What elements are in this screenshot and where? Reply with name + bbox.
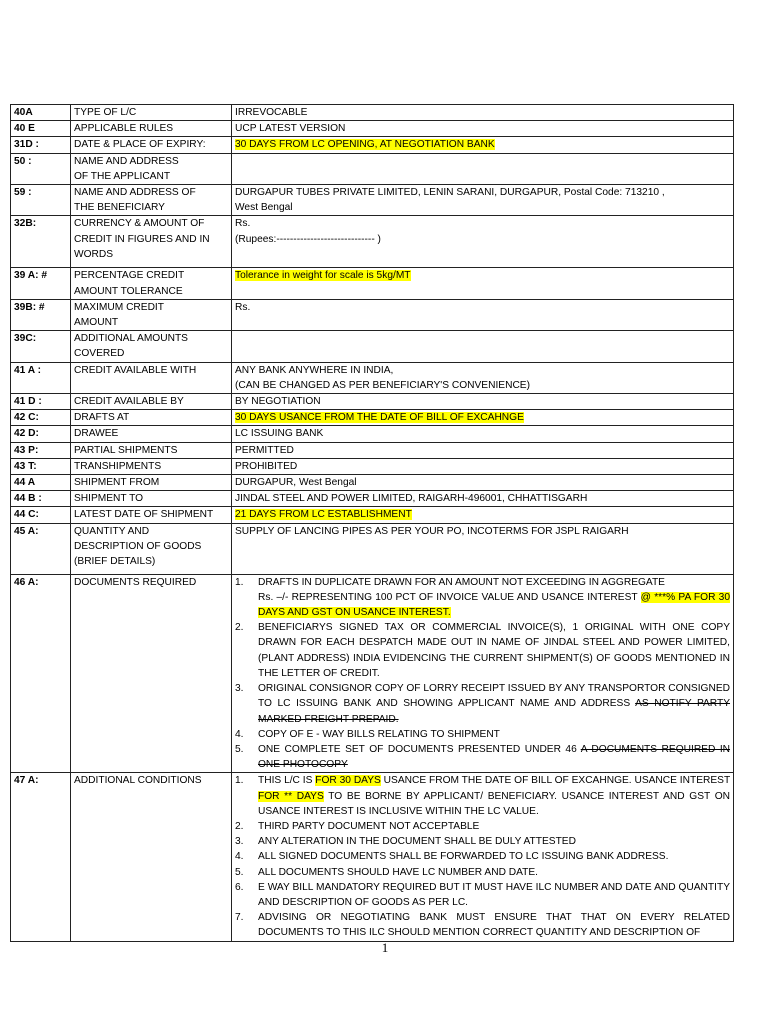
list-item	[235, 727, 730, 742]
field-label	[71, 507, 232, 523]
highlighted-text: @ ***% PA FOR 30 DAYS AND GST ON USANCE INTEREST.	[258, 591, 730, 619]
field-value-line: ANY BANK ANYWHERE IN INDIA,	[235, 364, 394, 376]
field-label-line: SHIPMENT TO	[74, 493, 144, 505]
item-number: 4.	[235, 851, 244, 863]
field-label: ADDITIONAL CONDITIONS	[71, 773, 232, 941]
field-label: DOCUMENTS REQUIRED	[71, 574, 232, 773]
field-code: 40 E	[11, 121, 71, 137]
field-label-line: COVERED	[74, 348, 125, 360]
field-value-line: IRREVOCABLE	[235, 107, 308, 118]
table-row	[11, 491, 734, 507]
field-code: 42 D:	[11, 426, 71, 442]
field-label-line: DRAFTS AT	[74, 412, 130, 424]
lc-terms-body	[11, 105, 734, 942]
field-label	[71, 185, 232, 216]
field-label	[71, 394, 232, 410]
field-label-line: AMOUNT	[74, 317, 119, 329]
additional-conditions-list	[235, 773, 730, 940]
field-value-line: Rs.	[235, 301, 251, 313]
item-text: TO BE BORNE BY APPLICANT/ BENEFICIARY. USANCE INTEREST AND GST ON USANCE INTEREST IS INCLUSIVE WITHIN THE LC VALUE.	[258, 790, 730, 817]
field-label-line: AMOUNT TOLERANCE	[74, 285, 183, 297]
table-row	[11, 216, 734, 268]
field-label	[71, 153, 232, 184]
item-text: USANCE FROM THE DATE OF BILL OF EXCAHNGE. USANCE INTEREST	[380, 775, 730, 787]
field-label-line: QUANTITY AND	[74, 525, 150, 537]
field-label-line: NAME AND ADDRESS	[74, 155, 179, 167]
item-number: 7.	[235, 912, 244, 924]
field-code: 50 :	[11, 153, 71, 184]
field-value	[232, 507, 734, 523]
field-label-line: DRAWEE	[74, 428, 119, 440]
field-code: 32B:	[11, 216, 71, 268]
list-item	[235, 865, 730, 880]
field-label	[71, 362, 232, 393]
field-value	[232, 216, 734, 268]
item-number: 3.	[235, 683, 244, 695]
field-label	[71, 410, 232, 426]
list-item	[235, 742, 730, 772]
field-label-line: TRANSHIPMENTS	[74, 460, 162, 472]
field-code: 39B: #	[11, 299, 71, 330]
field-label-line: TYPE OF L/C	[74, 107, 137, 118]
field-label	[71, 491, 232, 507]
list-item	[235, 910, 730, 940]
table-row	[11, 458, 734, 474]
highlighted-text: FOR 30 DAYS	[315, 775, 381, 787]
field-value-line: LC ISSUING BANK	[235, 428, 324, 440]
item-number: 2.	[235, 622, 244, 634]
list-item	[235, 620, 730, 681]
field-value	[232, 491, 734, 507]
item-text: THIS L/C IS	[258, 775, 316, 787]
list-item	[235, 819, 730, 834]
field-label	[71, 475, 232, 491]
field-value-line: 30 DAYS USANCE FROM THE DATE OF BILL OF EXCAHNGE	[235, 412, 524, 424]
field-value	[232, 299, 734, 330]
field-code: 47 A:	[11, 773, 71, 941]
field-value	[232, 105, 734, 121]
additional-conditions-list-cell	[232, 773, 734, 941]
documents-required-row	[11, 574, 734, 773]
table-row	[11, 137, 734, 153]
list-item	[235, 575, 730, 590]
table-row	[11, 268, 734, 299]
table-row	[11, 105, 734, 121]
field-label-line: CREDIT AVAILABLE WITH	[74, 364, 197, 376]
field-value	[232, 523, 734, 574]
item-number: 5.	[235, 866, 244, 878]
field-label-line: LATEST DATE OF SHIPMENT	[74, 509, 214, 521]
field-label	[71, 331, 232, 362]
table-row	[11, 475, 734, 491]
field-code: 39 A: #	[11, 268, 71, 299]
item-text: ORIGINAL CONSIGNOR COPY OF LORRY RECEIPT ISSUED BY ANY TRANSPORTOR CONSIGNED TO LC ISSUING BANK AND SHOWING APPLICANT NAME AND ADDRESS	[258, 683, 730, 710]
field-label	[71, 442, 232, 458]
item-text: DRAFTS IN DUPLICATE DRAWN FOR AN AMOUNT NOT EXCEEDING IN AGGREGATE	[258, 576, 665, 588]
list-item	[235, 834, 730, 849]
list-item	[235, 773, 730, 819]
field-label-line: DATE & PLACE OF EXPIRY:	[74, 139, 206, 151]
list-item	[235, 590, 730, 620]
table-row	[11, 299, 734, 330]
field-label	[71, 121, 232, 137]
field-code: 46 A:	[11, 574, 71, 773]
field-value-line: (Rupees:----------------------------- )	[235, 233, 381, 245]
field-code: 40A	[11, 105, 71, 121]
item-number: 1.	[235, 775, 244, 787]
item-text: BENEFICIARYS SIGNED TAX OR COMMERCIAL INVOICE(S), 1 ORIGINAL WITH ONE COPY DRAWN FOR EACH DESPATCH MADE OUT IN NAME OF JINDAL STEEL AND POWER LIMITED, (PLANT ADDRESS) INDIA EVIDENCING THE CURRENT SHIPMENT(S) OF GOODS MENTIONED IN THE LETTER OF CREDIT.	[258, 622, 730, 679]
field-label-line: WORDS	[74, 248, 114, 260]
field-label	[71, 523, 232, 574]
field-label-line: CURRENCY & AMOUNT OF	[74, 218, 205, 230]
field-label	[71, 458, 232, 474]
field-label-line: NAME AND ADDRESS OF	[74, 187, 196, 199]
field-code: 44 A	[11, 475, 71, 491]
field-label-line: THE BENEFICIARY	[74, 202, 165, 214]
item-number: 1.	[235, 576, 244, 588]
field-label	[71, 426, 232, 442]
field-value-line: DURGAPUR TUBES PRIVATE LIMITED, LENIN SARANI, DURGAPUR, Postal Code: 713210 ,	[235, 187, 665, 199]
table-row	[11, 121, 734, 137]
field-value-line: Tolerance in weight for scale is 5kg/MT	[235, 270, 411, 282]
list-item	[235, 880, 730, 910]
field-label	[71, 137, 232, 153]
item-number: 4.	[235, 728, 244, 740]
field-value-line: 21 DAYS FROM LC ESTABLISHMENT	[235, 509, 412, 521]
item-text: ADVISING OR NEGOTIATING BANK MUST ENSURE THAT THAT ON EVERY RELATED DOCUMENTS TO THIS ILC SHOULD MENTION CORRECT QUANTITY AND DESCRIPTION OF	[258, 912, 730, 939]
item-number: 2.	[235, 820, 244, 832]
field-value	[232, 331, 734, 362]
table-row	[11, 185, 734, 216]
field-value-line: PERMITTED	[235, 444, 294, 456]
page-number: 1	[381, 940, 389, 955]
field-label-line: SHIPMENT FROM	[74, 477, 160, 489]
table-row	[11, 394, 734, 410]
field-label-line: CREDIT IN FIGURES AND IN	[74, 233, 210, 245]
list-item	[235, 681, 730, 727]
item-text: ONE COMPLETE SET OF DOCUMENTS PRESENTED UNDER 46	[258, 743, 581, 755]
field-value	[232, 121, 734, 137]
additional-conditions-row	[11, 773, 734, 941]
field-value-line: Rs.	[235, 218, 251, 230]
field-label	[71, 299, 232, 330]
struck-text: A DOCUMENTS REQUIRED IN ONE PHOTOCOPY	[258, 743, 731, 771]
table-row	[11, 426, 734, 442]
field-value	[232, 137, 734, 153]
highlighted-text: FOR ** DAYS	[258, 790, 324, 802]
field-code: 43 P:	[11, 442, 71, 458]
field-value-line: JINDAL STEEL AND POWER LIMITED, RAIGARH-496001, CHHATTISGARH	[235, 493, 588, 505]
field-label	[71, 268, 232, 299]
item-number: 6.	[235, 881, 244, 893]
table-row	[11, 442, 734, 458]
field-code: 45 A:	[11, 523, 71, 574]
field-label-line: PERCENTAGE CREDIT	[74, 270, 185, 282]
item-number: 5.	[235, 743, 244, 755]
item-text: COPY OF E - WAY BILLS RELATING TO SHIPMENT	[258, 728, 500, 740]
field-label-line: DESCRIPTION OF GOODS	[74, 540, 202, 552]
field-label	[71, 216, 232, 268]
item-text: ANY ALTERATION IN THE DOCUMENT SHALL BE DULY ATTESTED	[258, 836, 576, 848]
field-code: 41 D :	[11, 394, 71, 410]
field-value	[232, 394, 734, 410]
field-value	[232, 426, 734, 442]
field-value-line: PROHIBITED	[235, 460, 298, 472]
field-code: 43 T:	[11, 458, 71, 474]
field-value	[232, 185, 734, 216]
field-label-line: (BRIEF DETAILS)	[74, 556, 156, 568]
field-value-line: (CAN BE CHANGED AS PER BENEFICIARY'S CONVENIENCE)	[235, 379, 530, 391]
field-code: 42 C:	[11, 410, 71, 426]
field-code: 41 A :	[11, 362, 71, 393]
field-code: 39C:	[11, 331, 71, 362]
documents-required-list	[235, 575, 730, 773]
table-row	[11, 362, 734, 393]
table-row	[11, 507, 734, 523]
field-value-line: SUPPLY OF LANCING PIPES AS PER YOUR PO, INCOTERMS FOR JSPL RAIGARH	[235, 525, 629, 537]
field-label-line: ADDITIONAL AMOUNTS	[74, 333, 188, 345]
documents-required-list-cell	[232, 574, 734, 773]
field-label	[71, 105, 232, 121]
field-value	[232, 362, 734, 393]
item-text: ALL DOCUMENTS SHOULD HAVE LC NUMBER AND DATE.	[258, 866, 539, 878]
field-code: 31D :	[11, 137, 71, 153]
field-label-line: PARTIAL SHIPMENTS	[74, 444, 178, 456]
field-code: 59 :	[11, 185, 71, 216]
table-row	[11, 153, 734, 184]
field-value	[232, 475, 734, 491]
field-value-line: UCP LATEST VERSION	[235, 123, 346, 135]
table-row	[11, 410, 734, 426]
field-label-line: CREDIT AVAILABLE BY	[74, 396, 184, 408]
list-item	[235, 849, 730, 864]
field-value	[232, 268, 734, 299]
field-value	[232, 153, 734, 184]
field-code: 44 B :	[11, 491, 71, 507]
item-text: E WAY BILL MANDATORY REQUIRED BUT IT MUST HAVE ILC NUMBER AND DATE AND QUANTITY AND DESCRIPTION OF GOODS AS PER LC.	[258, 881, 730, 908]
item-number: 3.	[235, 836, 244, 848]
field-code: 44 C:	[11, 507, 71, 523]
item-text: ALL SIGNED DOCUMENTS SHALL BE FORWARDED TO LC ISSUING BANK ADDRESS.	[258, 851, 669, 863]
struck-text: AS NOTIFY PARTY MARKED FREIGHT PREPAID.	[258, 698, 731, 725]
field-value	[232, 410, 734, 426]
table-row	[11, 331, 734, 362]
field-value-line: 30 DAYS FROM LC OPENING, AT NEGOTIATION BANK	[235, 139, 495, 151]
item-text: THIRD PARTY DOCUMENT NOT ACCEPTABLE	[258, 820, 480, 832]
field-value-line: BY NEGOTIATION	[235, 396, 321, 408]
field-value	[232, 458, 734, 474]
field-label-line: MAXIMUM CREDIT	[74, 301, 164, 313]
field-label-line: OF THE APPLICANT	[74, 170, 171, 182]
table-row	[11, 523, 734, 574]
lc-terms-table	[10, 104, 734, 942]
field-value-line: DURGAPUR, West Bengal	[235, 477, 357, 489]
field-value-line: West Bengal	[235, 202, 293, 214]
field-label-line: APPLICABLE RULES	[74, 123, 174, 135]
field-value	[232, 442, 734, 458]
item-text: Rs. –/- REPRESENTING 100 PCT OF INVOICE VALUE AND USANCE INTEREST	[258, 591, 641, 603]
